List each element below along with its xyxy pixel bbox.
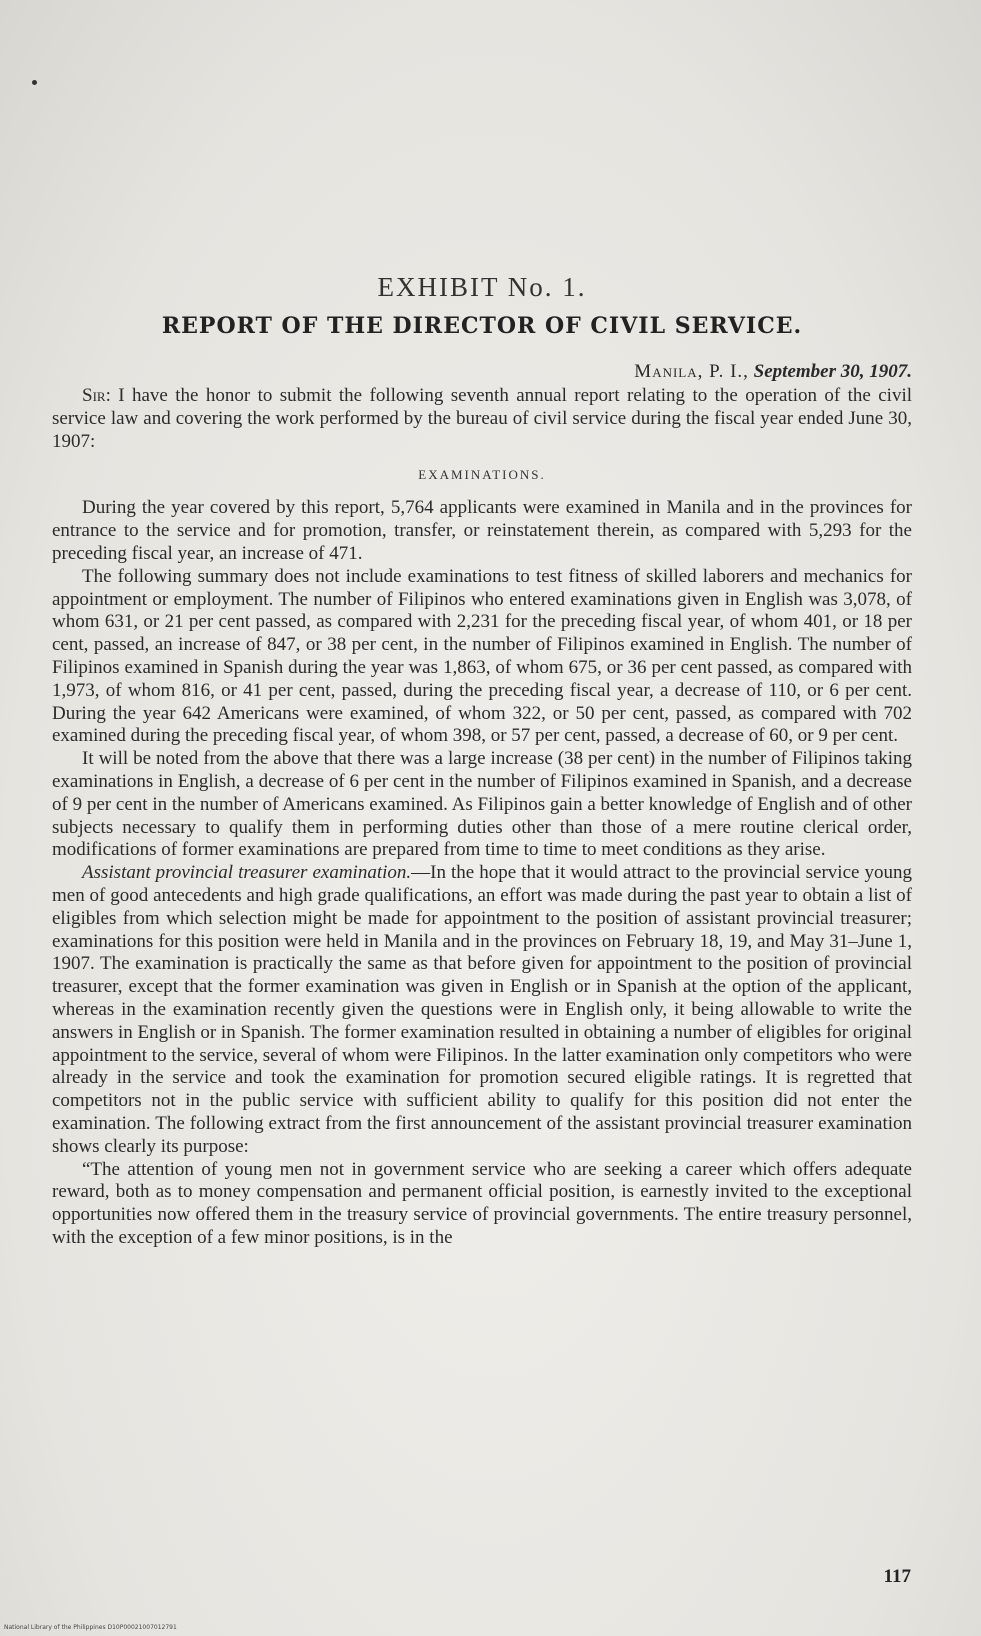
dateline-date: September 30, 1907. bbox=[753, 361, 912, 382]
dateline bbox=[52, 361, 912, 383]
paragraph-noted: It will be noted from the above that there was a large increase (38 per cent) in the number of Filipinos taking examinations in English, a decrease of 6 per cent in the number of Filipinos examined in Spanish, and a decrease of 9 per cent in the number of Americans examined. As Filipinos gain a better knowledge of English and of other subjects necessary to qualify them in performing duties other than those of a mere routine clerical order, modifications of former examinations are prepared from time to time to meet conditions as they arise. bbox=[52, 748, 912, 861]
intro-paragraph bbox=[52, 385, 912, 453]
salutation: Sir: bbox=[82, 385, 111, 406]
assistant-text: —In the hope that it would attract to the provincial service young men of good antecedents and high grade qualifications, an effort was made during the past year to obtain a list of eligibles from which selection might be made for appointment to the position of assistant provincial treasurer; examinations for this position were held in Manila and in the provinces on February 18, 19, and May 31–June 1, 1907. The examination is practically the same as that before given for appointment to the position of provincial treasurer, except that the former examination was given in English or in Spanish at the option of the applicant, whereas in the examination recently given the questions were in English only, it being allowable to write the answers in English or in Spanish. The former examination resulted in obtaining a number of eligibles for original appointment to the service, several of whom were Filipinos. In the latter examination only competitors who were already in the service and took the examination for promotion secured eligible ratings. It is regretted that competitors not in the public service with sufficient ability to qualify for this position did not enter the examination. The following extract from the first announcement of the assistant provincial treasurer examination shows clearly its purpose: bbox=[52, 862, 912, 1157]
section-heading-examinations: EXAMINATIONS. bbox=[418, 467, 546, 483]
exhibit-heading: EXHIBIT No. 1. bbox=[377, 272, 587, 302]
paragraph-applicants: During the year covered by this report, 5,764 applicants were examined in Manila and in the provinces for entrance to the service and for promotion, transfer, or reinstatement therein, as compared with 5,293 for the preceding fiscal year, an increase of 471. bbox=[52, 497, 912, 564]
assistant-heading: Assistant provincial treasurer examination. bbox=[82, 862, 412, 884]
paragraph-assistant-treasurer bbox=[52, 862, 912, 1158]
paragraph-summary: The following summary does not include examinations to test fitness of skilled laborers and mechanics for appointment or employment. The number of Filipinos who entered examinations given in English was 3,078, of whom 631, or 21 per cent passed, as compared with 2,231 for the preceding fiscal year, of whom 401, or 18 per cent, passed, an increase of 847, or 38 per cent, in the number of Filipinos examined in English. The number of Filipinos examined in Spanish during the year was 1,863, of whom 675, or 36 per cent passed, as compared with 1,973, of whom 816, or 41 per cent, passed, during the preceding fiscal year, a decrease of 110, or 6 per cent. During the year 642 Americans were examined, of whom 322, or 50 per cent, passed, as compared with 702 examined during the preceding fiscal year, of whom 398, or 57 per cent, passed, a decrease of 60, or 9 per cent. bbox=[52, 565, 912, 747]
ink-dot bbox=[32, 80, 37, 85]
paragraph-quote: “The attention of young men not in government service who are seeking a career which offers adequate reward, both as to money compensation and permanent official position, is earnestly invited to the exceptional opportunities now offered them in the treasury service of provincial governments. The entire treasury personnel, with the exception of a few minor positions, is in the bbox=[52, 1158, 912, 1248]
page-number: 117 bbox=[883, 1566, 911, 1587]
document-body bbox=[52, 250, 912, 1250]
report-title: REPORT OF THE DIRECTOR OF CIVIL SERVICE. bbox=[161, 313, 803, 339]
intro-text: I have the honor to submit the following seventh annual report relating to the operation of the civil service law and covering the work performed by the bureau of civil service during the fiscal year ended June 30, 1907: bbox=[52, 385, 912, 452]
dateline-place: Manila, P. I., bbox=[634, 361, 749, 382]
library-footer: National Library of the Philippines D10P00021007012791 bbox=[4, 1624, 177, 1631]
